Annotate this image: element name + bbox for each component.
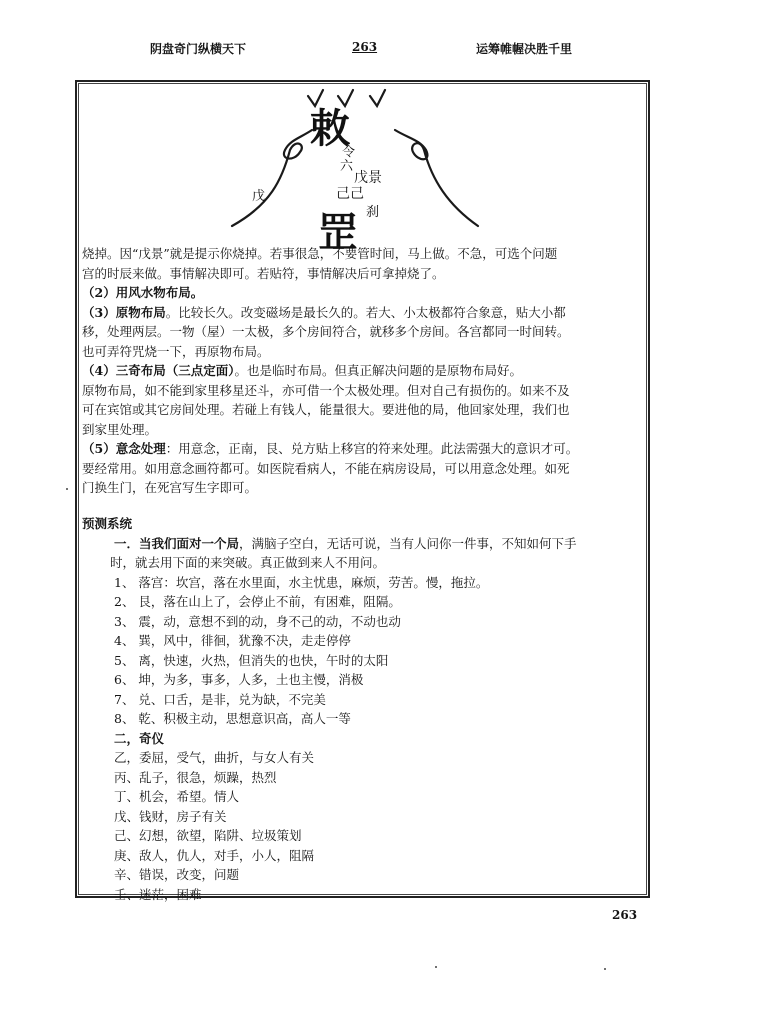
list-item: 辛、错误，改变，问题 [114, 867, 240, 882]
running-header-left: 阴盘奇门纵横天下 [150, 42, 247, 56]
item-2-heading: （2）用风水物布局。 [82, 285, 204, 300]
list-item: 2、 艮，落在山上了，会停止不前，有困难，阻隔。 [114, 594, 401, 609]
section-title: 预测系统 [82, 516, 133, 531]
list-item: 丁、机会，希望。情人 [114, 789, 240, 804]
paragraph-line: 要经常用。如用意念画符都可。如医院看病人，不能在病房设局，可以用意念处理。如死 [82, 460, 570, 476]
talisman-bottom-glyph: 罡 [318, 209, 358, 250]
list-item: 6、 坤，为多，事多，人多，土也主慢，消极 [114, 672, 364, 687]
list-item: 5、 离，快速，火热，但消失的也快，午时的太阳 [114, 652, 389, 668]
talisman-sub-glyph-4: 己己 [336, 186, 364, 202]
paragraph-line: 宫的时辰来做。事情解决即可。若贴符，事情解决后可拿掉烧了。 [82, 265, 445, 281]
list-item: 7、 兑、口舌，是非，兑为缺，不完美 [114, 691, 326, 707]
talisman-sub-glyph-5: 刹 [366, 205, 380, 220]
list-item: 8、 乾、积极主动，思想意识高，高人一等 [114, 711, 351, 726]
list-item: 壬、迷茫，困难 [114, 886, 202, 902]
talisman-side-glyph: 戊 [252, 189, 266, 204]
talisman-sub-glyph-2: 六 [340, 159, 354, 174]
paragraph-line: 门换生门，在死宫写生字即可。 [82, 480, 258, 495]
intro-heading: 一．当我们面对一个局 [114, 535, 240, 551]
running-header-page-number: 263 [352, 40, 378, 54]
paragraph-line: 原物布局，如不能到家里移星还斗，亦可借一个太极处理。但对自己有损伤的。如来不及 [82, 382, 570, 398]
section-prediction-system [82, 514, 647, 904]
list-item: 1、 落宫：坎宫，落在水里面，水主忧患，麻烦，劳苦。慢，拖拉。 [114, 574, 489, 590]
scan-speck [604, 968, 606, 970]
scan-speck [435, 966, 437, 968]
intro-line-2: 时，就去用下面的来突破。真正做到来人不用问。 [110, 555, 386, 570]
talisman-sub-glyph-1: 令 [342, 145, 356, 160]
paragraph-line: 也可弄符咒烧一下，再原物布局。 [82, 343, 270, 359]
list-item: 4、 巽，风中，徘徊，犹豫不决，走走停停 [114, 633, 351, 648]
paragraph-line: 烧掉。因“戊景”就是提示你烧掉。若事很急，不要管时间，马上做。不急，可选个问题 [82, 246, 558, 261]
paragraph-line: 移，处理两层。一物（屋）一太极，多个房间符合，就移多个房间。各宫都同一时间转。 [82, 324, 570, 339]
item-3-text: 。比较长久。改变磁场是最长久的。若大、小太极都符合象意，贴大小都 [165, 304, 566, 320]
section-layout-methods [82, 244, 647, 498]
item-3-heading: （3）原物布局 [82, 304, 166, 320]
qiyi-heading: 二，奇仪 [114, 730, 165, 746]
list-item: 丙、乱子，很急，烦躁，热烈 [114, 769, 277, 785]
list-item: 戊、钱财，房子有关 [114, 808, 227, 824]
running-header-right: 运筹帷幄决胜千里 [476, 42, 573, 56]
list-item: 庚、敌人，仇人，对手，小人，阻隔 [114, 847, 315, 863]
list-item: 乙，委屈，受气，曲折，与女人有关 [114, 750, 315, 765]
item-4-text: 。也是临时布局。但真正解决问题的是原物布局好。 [234, 363, 522, 378]
item-4-heading: （4）三奇布局（三点定面） [82, 363, 235, 378]
intro-text: ，满脑子空白，无话可说，当有人问你一件事，不知如何下手 [239, 535, 577, 551]
item-5-heading: （5）意念处理 [82, 441, 166, 456]
footer-page-number: 263 [612, 908, 638, 922]
scan-speck [66, 488, 68, 490]
paragraph-line: 可在宾馆或其它房间处理。若碰上有钱人，能量很大。要进他的局，他回家处理，我们也 [82, 402, 570, 417]
talisman-main-glyph: 敕 [310, 105, 350, 152]
list-item: 己、幻想，欲望，陷阱、垃圾策划 [114, 828, 302, 843]
list-item: 3、 震，动，意想不到的动，身不己的动，不动也动 [114, 613, 401, 629]
talisman-sub-glyph-3: 戊景 [354, 170, 382, 186]
item-5-text: ：用意念，正南，艮、兑方贴上移宫的符来处理。此法需强大的意识才可。 [165, 441, 579, 456]
paragraph-line: 到家里处理。 [82, 421, 158, 437]
